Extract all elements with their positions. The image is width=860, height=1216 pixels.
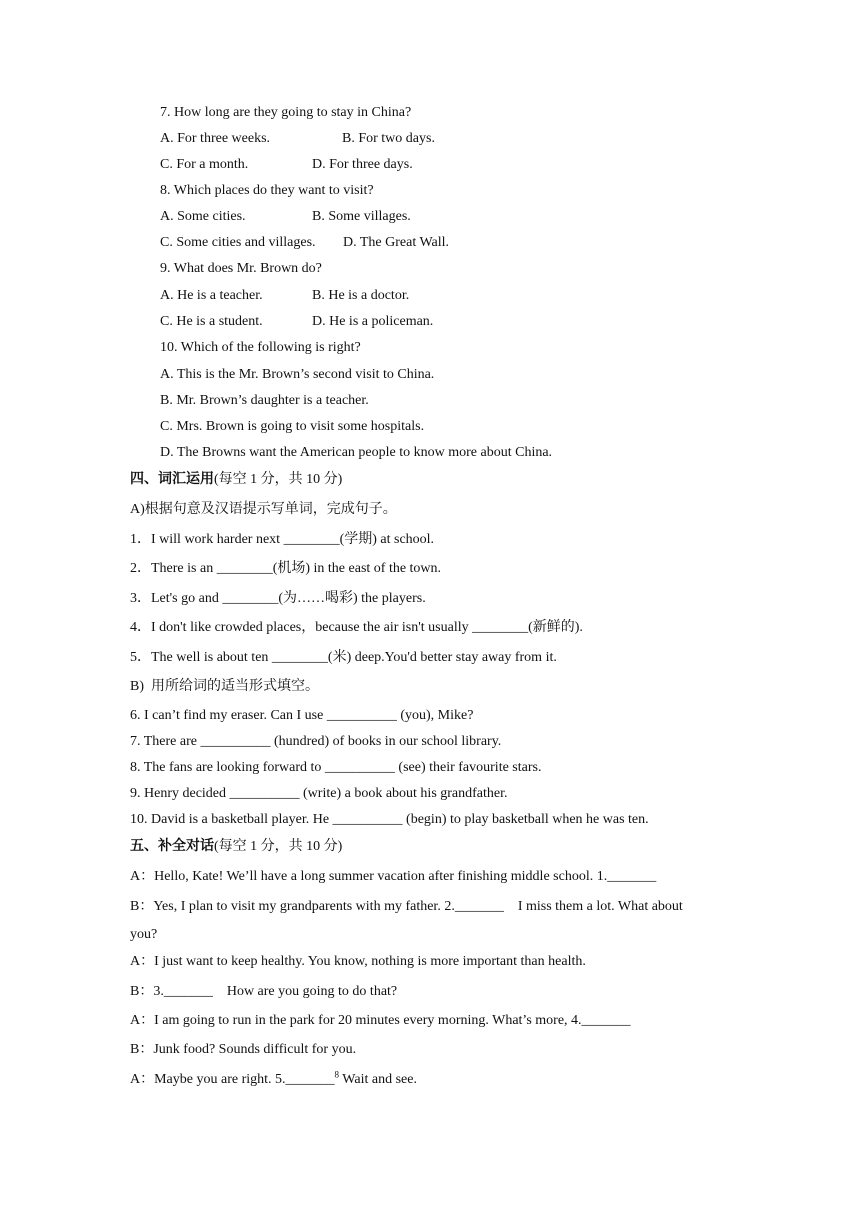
vocab-item-2: 2．There is an ________(机场) in the east of the town. [130,561,442,576]
section-score-note: (每空 1 分，共 10 分) [214,472,343,487]
option-10c: C. Mrs. Brown is going to visit some hospitals. [160,419,425,434]
superscript-mark: 8 [334,1069,340,1080]
dialogue-line-7 [130,1071,417,1089]
option-7c: C. For a month. [160,157,249,172]
vocab-item-1: 1．I will work harder next ________(学期) at school. [130,532,435,547]
vocab-item-4: 4．I don't like crowded places，because the air isn't usually ________(新鲜的). [130,620,583,635]
option-7a: A. For three weeks. [160,131,271,146]
option-8a: A. Some cities. [160,209,246,224]
option-9b: B. He is a doctor. [312,288,410,303]
vocab-item-3: 3．Let's go and ________(为……喝彩) the players. [130,591,426,606]
option-7b: B. For two days. [342,131,435,146]
section-title: 四、词汇运用 [130,472,214,487]
option-7d: D. For three days. [312,157,413,172]
option-8b: B. Some villages. [312,209,411,224]
part-a-instruction: A)根据句意及汉语提示写单词，完成句子。 [130,502,397,517]
option-9d: D. He is a policeman. [312,314,434,329]
question-9: 9. What does Mr. Brown do? [160,261,322,276]
vocab-item-10: 10. David is a basketball player. He __________ (begin) to play basketball when he was ten. [130,812,649,827]
dialogue-line-7-text: A：Maybe you are right. 5._______ [130,1072,335,1087]
dialogue-line-6: B：Junk food? Sounds difficult for you. [130,1042,357,1057]
vocab-item-5: 5．The well is about ten ________(米) deep.You'd better stay away from it. [130,650,557,665]
vocab-item-7: 7. There are __________ (hundred) of books in our school library. [130,734,502,749]
section-score-note: (每空 1 分，共 10 分) [214,839,343,854]
dialogue-line-4: B：3._______ How are you going to do that? [130,984,398,999]
dialogue-line-2-cont: you? [130,927,158,942]
vocab-item-9: 9. Henry decided __________ (write) a book about his grandfather. [130,786,508,801]
section-heading-vocab [130,471,342,489]
question-10: 10. Which of the following is right? [160,340,361,355]
dialogue-line-2: B：Yes, I plan to visit my grandparents with my father. 2._______ I miss them a lot. What about [130,899,683,914]
section-heading-dialogue [130,838,342,856]
dialogue-line-3: A：I just want to keep healthy. You know, nothing is more important than health. [130,954,586,969]
dialogue-line-5: A：I am going to run in the park for 20 minutes every morning. What’s more, 4._______ [130,1013,631,1028]
option-8c: C. Some cities and villages. [160,235,316,250]
part-b-instruction: B) 用所给词的适当形式填空。 [130,679,319,694]
dialogue-line-1: A：Hello, Kate! We’ll have a long summer vacation after finishing middle school. 1._______ [130,869,657,884]
section-title: 五、补全对话 [130,839,214,854]
option-9c: C. He is a student. [160,314,263,329]
option-9a: A. He is a teacher. [160,288,263,303]
vocab-item-8: 8. The fans are looking forward to __________ (see) their favourite stars. [130,760,542,775]
option-10b: B. Mr. Brown’s daughter is a teacher. [160,393,369,408]
question-8: 8. Which places do they want to visit? [160,183,374,198]
option-10a: A. This is the Mr. Brown’s second visit to China. [160,367,435,382]
question-7: 7. How long are they going to stay in China? [160,105,412,120]
option-8d: D. The Great Wall. [343,235,450,250]
option-10d: D. The Browns want the American people to know more about China. [160,445,553,460]
vocab-item-6: 6. I can’t find my eraser. Can I use __________ (you), Mike? [130,708,474,723]
dialogue-line-7-end: Wait and see. [339,1072,417,1087]
